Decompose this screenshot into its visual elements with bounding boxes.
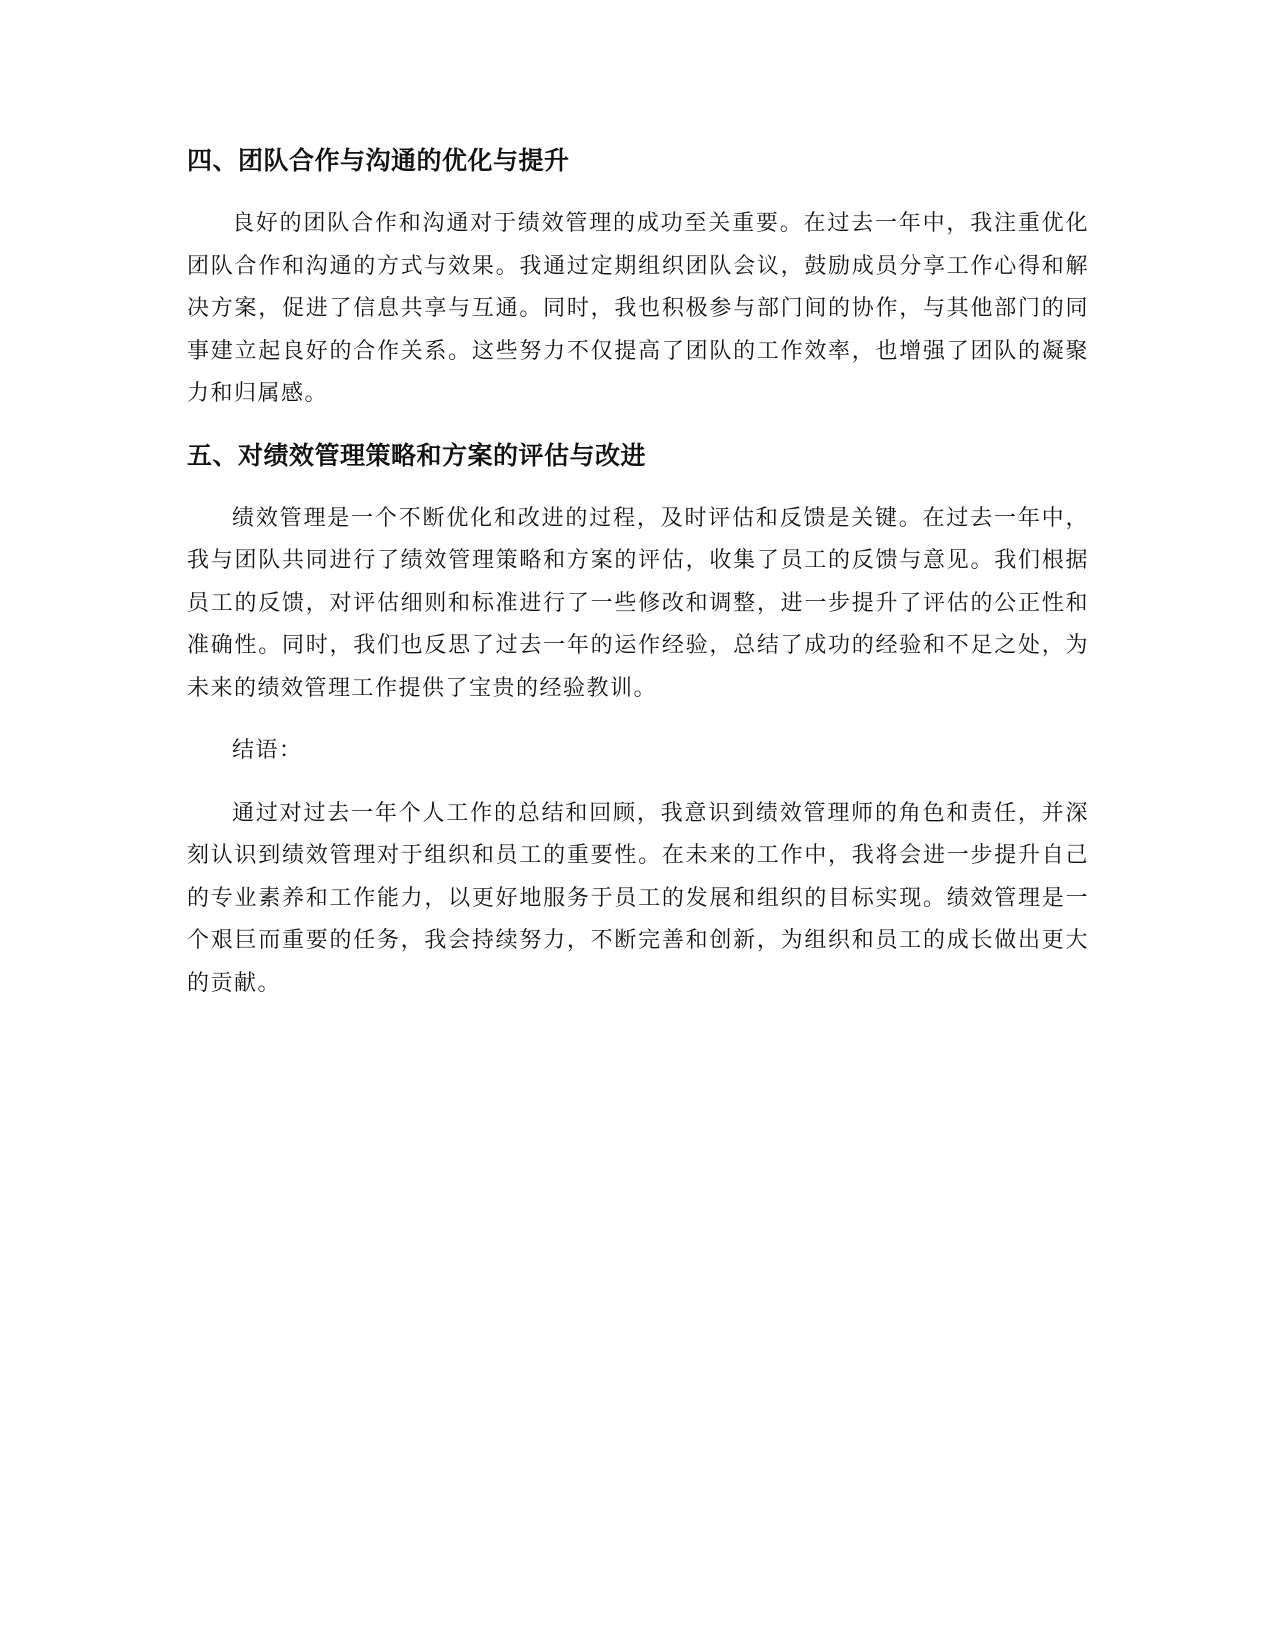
section-paragraph: 绩效管理是一个不断优化和改进的过程，及时评估和反馈是关键。在过去一年中，我与团队共同进行了绩效管理策略和方案的评估，收集了员工的反馈与意见。我们根据员工的反馈，对评估细则和标准进行了一些修改和调整，进一步提升了评估的公正性和准确性。同时，我们也反思了过去一年的运作经验，总结了成功的经验和不足之处，为未来的绩效管理工作提供了宝贵的经验教训。 [187,505,1089,701]
section-evaluation [187,438,1089,711]
conclusion-paragraph: 通过对过去一年个人工作的总结和回顾，我意识到绩效管理师的角色和责任，并深刻认识到绩效管理对于组织和员工的重要性。在未来的工作中，我将会进一步提升自己的专业素养和工作能力，以更好地服务于员工的发展和组织的目标实现。绩效管理是一个艰巨而重要的任务，我会持续努力，不断完善和创新，为组织和员工的成长做出更大的贡献。 [187,800,1089,996]
document-body [187,143,1089,1025]
section-teamwork [187,143,1089,416]
conclusion-section [187,730,1089,1005]
conclusion-label: 结语： [232,738,303,763]
section-heading: 五、对绩效管理策略和方案的评估与改进 [187,440,647,470]
section-paragraph: 良好的团队合作和沟通对于绩效管理的成功至关重要。在过去一年中，我注重优化团队合作和沟通的方式与效果。我通过定期组织团队会议，鼓励成员分享工作心得和解决方案，促进了信息共享与互通。同时，我也积极参与部门间的协作，与其他部门的同事建立起良好的合作关系。这些努力不仅提高了团队的工作效率，也增强了团队的凝聚力和归属感。 [187,211,1089,406]
section-heading: 四、团队合作与沟通的优化与提升 [187,146,570,175]
